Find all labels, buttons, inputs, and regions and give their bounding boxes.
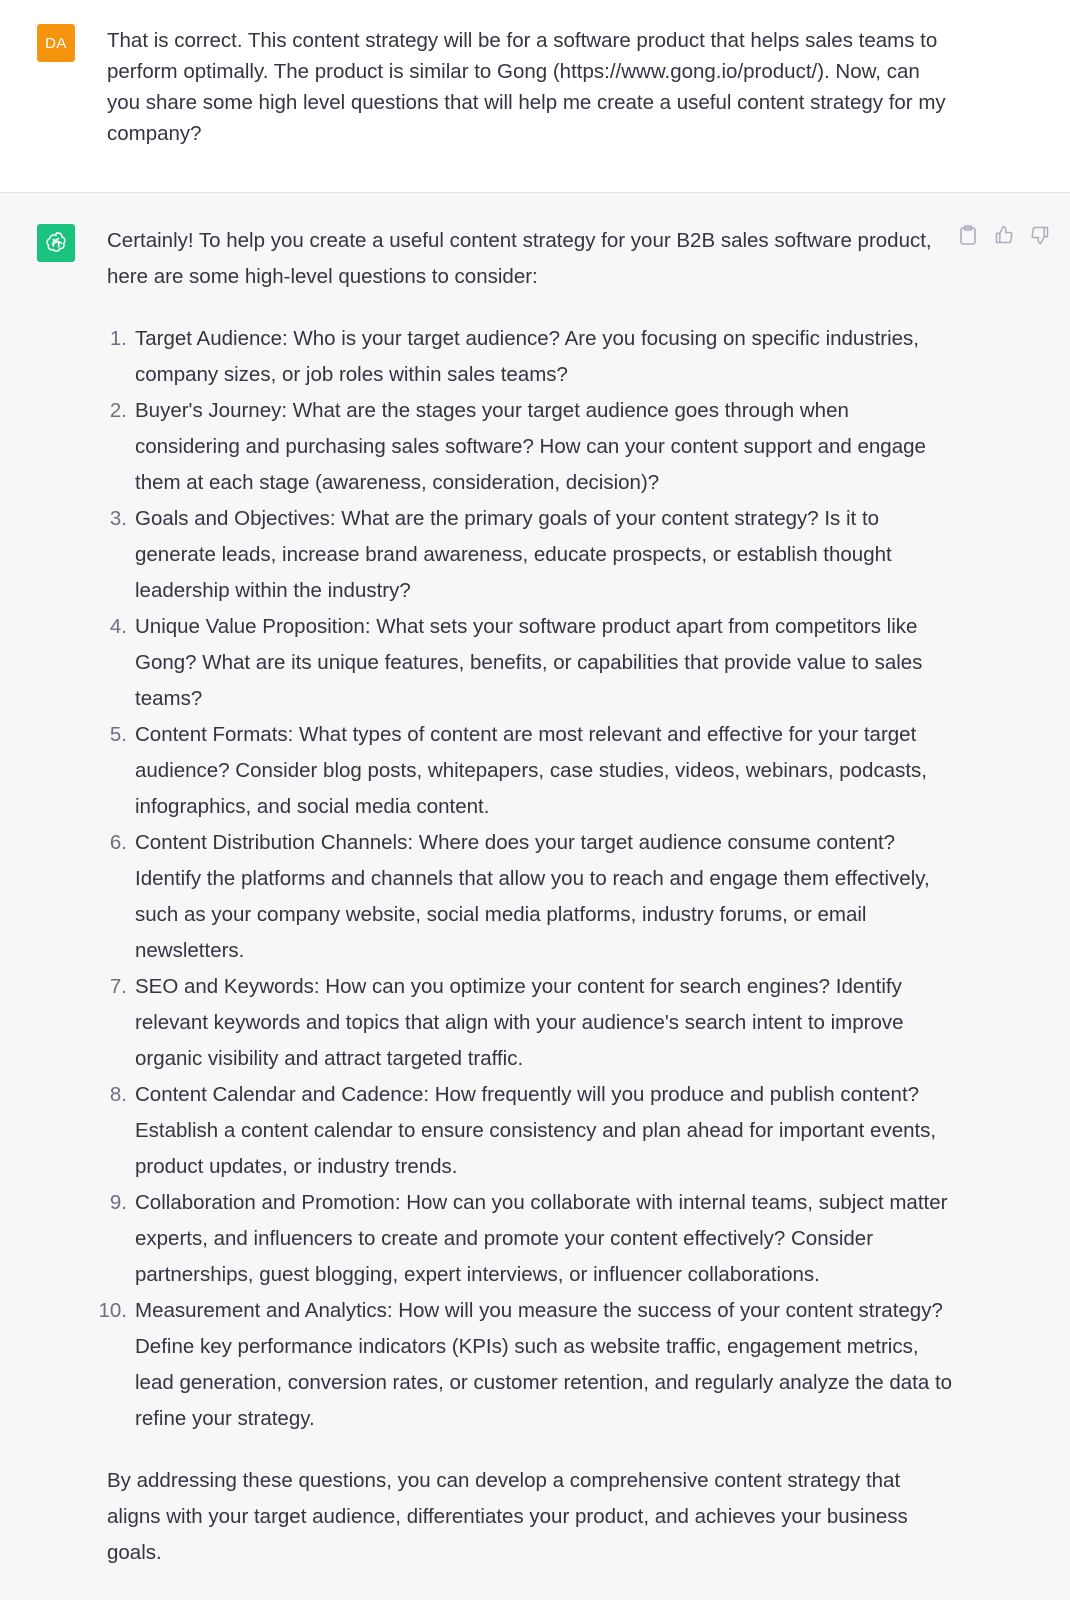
thumbs-up-icon[interactable] [992,223,1016,247]
list-item-number: 7. [109,975,127,998]
list-item-text: Goals and Objectives: What are the primary goals of your content strategy? Is it to generate leads, increase brand awareness, educate prospects, or establish thought leadership within the industry? [135,507,892,602]
list-item [107,717,957,825]
list-item-text: Content Formats: What types of content are most relevant and effective for your target audience? Consider blog posts, whitepapers, case studies, videos, webinars, podcasts, infographics, and social media content. [135,723,927,818]
user-avatar: DA [37,24,75,62]
openai-logo-icon [37,224,75,262]
list-item [98,1293,957,1437]
assistant-conclusion: By addressing these questions, you can develop a comprehensive content strategy that aligns with your target audience, differentiates your product, and achieves your business goals. [107,1469,908,1564]
list-item [107,609,957,717]
assistant-message [0,193,1070,1600]
list-item-text: Collaboration and Promotion: How can you collaborate with internal teams, subject matter experts, and influencers to create and promote your content effectively? Consider partnerships, guest blogging, expert interviews, or influencer collaborations. [135,1191,948,1286]
list-item-number: 6. [109,831,127,854]
list-item-number: 1. [109,327,127,350]
list-item-text: Content Distribution Channels: Where does your target audience consume content? Identify the platforms and channels that allow you to reach and engage them effectively, such as your company website, social media platforms, industry forums, or email newsletters. [135,831,930,962]
list-item-number: 5. [109,723,127,746]
assistant-intro: Certainly! To help you create a useful content strategy for your B2B sales software product, here are some high-level questions to consider: [107,229,932,288]
list-item-text: Target Audience: Who is your target audience? Are you focusing on specific industries, company sizes, or job roles within sales teams? [135,327,920,386]
list-item-text: Measurement and Analytics: How will you measure the success of your content strategy? Define key performance indicators (KPIs) such as website traffic, engagement metrics, lead generation, conversion rates, or customer retention, and regularly analyze the data to refine your strategy. [135,1299,953,1430]
message-actions [956,223,1052,247]
list-item-number: 8. [109,1083,127,1106]
list-item-number: 3. [109,507,127,530]
list-item [107,393,957,501]
user-message-text: That is correct. This content strategy will be for a software product that helps sales teams to perform optimally. The product is similar to Gong (https://www.gong.io/product/). Now, can you share some high level questions that will help me create a useful content strategy for my company? [107,29,946,145]
list-item [107,501,957,609]
list-item-text: Buyer's Journey: What are the stages your target audience goes through when considering and purchasing sales software? How can your content support and engage them at each stage (awareness, consideration, decision)? [135,399,926,494]
assistant-message-content [98,223,957,1571]
list-item-text: Unique Value Proposition: What sets your software product apart from competitors like Gong? What are its unique features, benefits, or capabilities that provide value to sales teams? [135,615,923,710]
thumbs-down-icon[interactable] [1028,223,1052,247]
list-item [107,1077,957,1185]
user-message [0,0,1070,193]
list-item [107,321,957,393]
list-item [107,1185,957,1293]
list-item-number: 2. [109,399,127,422]
list-item-text: SEO and Keywords: How can you optimize your content for search engines? Identify relevant keywords and topics that align with your audience's search intent to improve organic visibility and attract targeted traffic. [135,975,904,1070]
clipboard-icon[interactable] [956,223,980,247]
questions-list [98,321,957,1437]
list-item [107,825,957,969]
list-item-text: Content Calendar and Cadence: How frequently will you produce and publish content? Establish a content calendar to ensure consistency and plan ahead for important events, product updates, or industry trends. [135,1083,937,1178]
list-item-number: 9. [109,1191,127,1214]
list-item [107,969,957,1077]
list-item-number: 4. [109,615,127,638]
list-item-number: 10. [98,1299,127,1322]
